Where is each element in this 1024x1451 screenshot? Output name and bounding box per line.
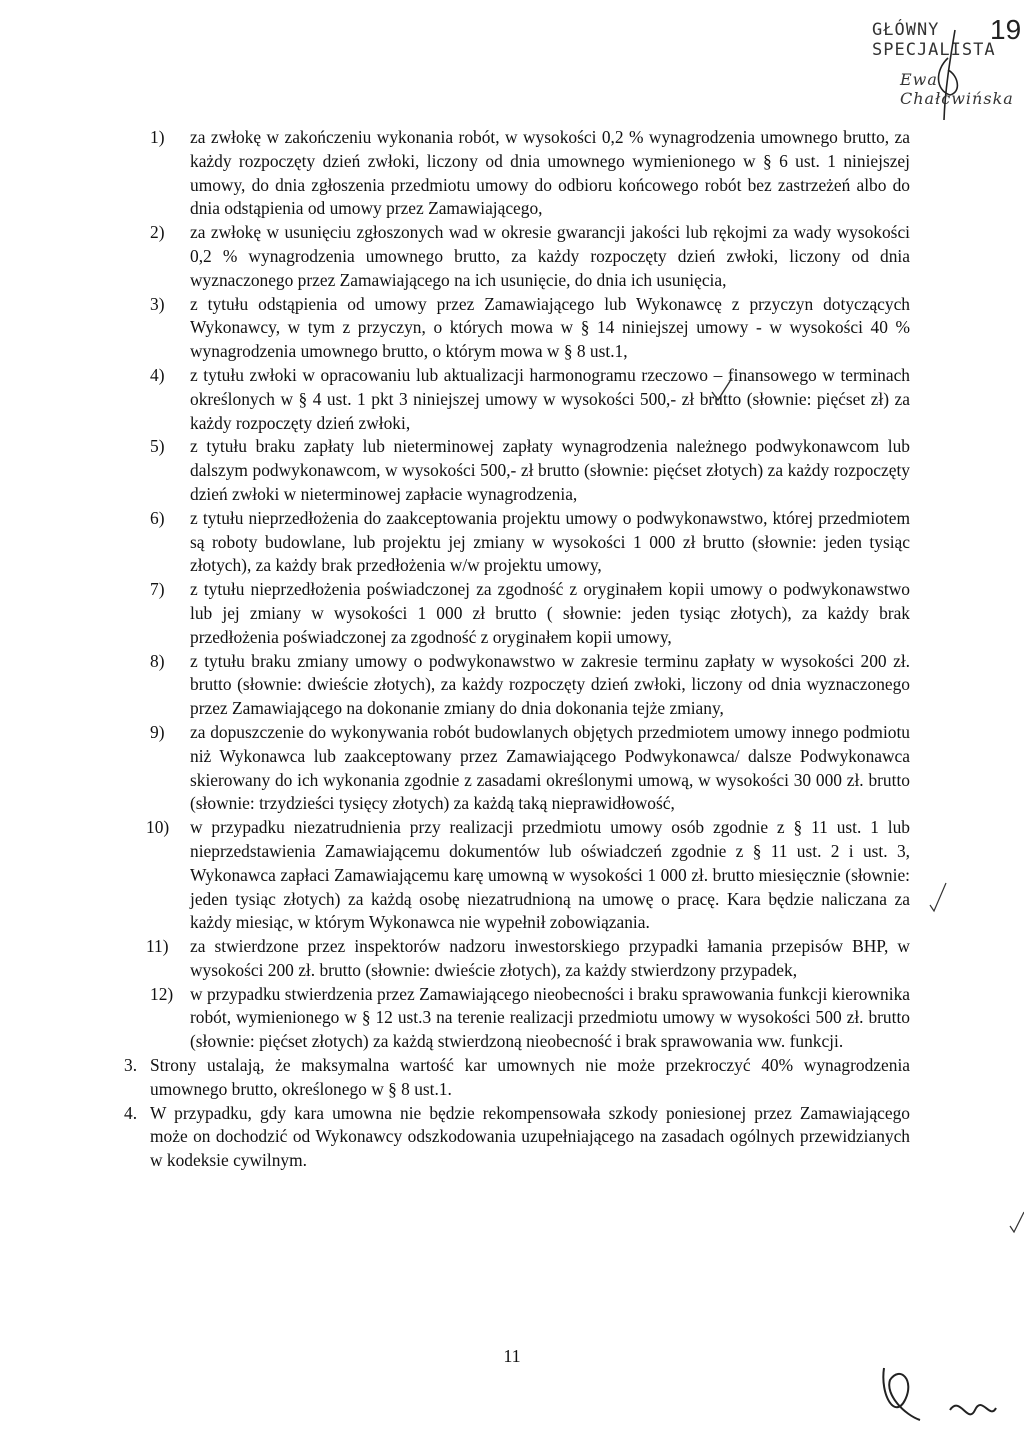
item-number: 5) [150,436,165,457]
paragraph-4 [124,1102,910,1173]
list-item [150,507,910,578]
item-number: 8) [150,650,165,671]
item-text: w przypadku stwierdzenia przez Zamawiającego nieobecności i braku sprawowania funkcji kierownika robót, wymienionego w § 12 ust.3 na terenie realizacji przedmiotu umowy w wysokości 500 zł. brutto (słownie: pięćset złotych) za każdą stwierdzoną nieobecność i brak sprawowania ww. funkcji. [190,983,910,1052]
item-text: za zwłokę w zakończeniu wykonania robót, w wysokości 0,2 % wynagrodzenia umownego brutto, za każdy rozpoczęty dzień zwłoki, liczony od dnia umownego wymienionego w § 6 ust. 1 niniejszej umowy, do dnia zgłoszenia przedmiotu umowy do odbioru końcowego robót bez zastrzeżeń albo do dnia odstąpienia od umowy przez Zamawiającego, [190,127,910,219]
list-item [150,578,910,649]
initials-signature-1 [883,1368,920,1420]
page-number: 11 [503,1346,521,1366]
paragraph-text: W przypadku, gdy kara umowna nie będzie rekompensowała szkody poniesionej przez Zamawiającego może on dochodzić od Wykonawcy odszkodowania uzupełniającego na zasadach ogólnych przewidzianych w kodeksie cywilnym. [150,1102,910,1171]
list-item [150,721,910,816]
penalty-list [146,126,910,1054]
item-text: z tytułu braku zapłaty lub nieterminowej zapłaty wynagrodzenia należnego podwykonawcom lub dalszym podwykonawcom, w wysokości 500,- zł brutto (słownie: pięćset złotych) za każdy rozpoczęty dzień zwłoki w nieterminowej zapłacie wynagrodzenia, [190,436,910,504]
item-text: z tytułu nieprzedłożenia do zaakceptowania projektu umowy o podwykonawstwo, której przedmiotem są roboty budowlane, lub projektu jej zmiany w wysokości 1 000 zł brutto (słownie: jeden tysiąc złotych), za każdy brak przedłożenia w/w projektu umowy, [190,507,910,576]
item-number: 6) [150,507,165,528]
item-text: za stwierdzone przez inspektorów nadzoru inwestorskiego przypadki łamania przepisów BHP, w wysokości 200 zł. brutto (słownie: dwieście złotych), za każdy stwierdzony przypadek, [190,936,910,980]
stamp-name: Ewa Chałcwińska [900,70,1014,108]
item-number: 2) [150,222,165,243]
paragraph-text: Strony ustalają, że maksymalna wartość kar umownych nie może przekroczyć 40% wynagrodzenia umownego brutto, określonego w § 8 ust.1. [150,1055,910,1099]
item-text: z tytułu braku zmiany umowy o podwykonawstwo w zakresie terminu zapłaty w wysokości 200 zł. brutto (słownie: dwieście złotych), za każdy rozpoczęty dzień zwłoki, liczony od dnia wyznaczonego przez Zamawiającego na dokonanie zmiany do dnia dokonania tejże zmiany, [190,650,910,719]
item-number: 12) [150,983,174,1004]
item-number: 4) [150,364,165,385]
item-text: z tytułu zwłoki w opracowaniu lub aktualizacji harmonogramu rzeczowo – finansowego w terminach określonych w § 4 ust. 1 pkt 3 niniejszej umowy w wysokości 500,- zł brutto (słownie: pięćset zł) za każdy rozpoczęty dzień zwłoki, [190,364,910,433]
item-number: 7) [150,579,165,600]
stamp-signature-strokes [0,0,1024,140]
item-text: z tytułu nieprzedłożenia poświadczonej za zgodność z oryginałem kopii umowy o podwykonawstwo lub jej zmiany w wysokości 1 000 zł brutto ( słownie: jeden tysiąc złotych), za każdy brak przedłożenia poświadczonej za zgodność z oryginałem kopii umowy, [190,579,910,647]
item-text: w przypadku niezatrudnienia przy realizacji przedmiotu umowy osób zgodnie z § 11 ust. 1 lub nieprzedstawienia Zamawiającemu dokumentów lub oświadczeń zgodnie z § 11 ust. 2 i ust. 3, Wykonawca zapłaci Zamawiającemu karę umowną w wysokości 1 000 zł. brutto miesięcznie (słownie: jeden tysiąc złotych) za każdą osobę niezatrudnioną na umowę o pracę. Kara będzie naliczana za każdy miesiąc, w którym Wykonawca nie wypełnił zobowiązania. [190,817,910,933]
item-text: za zwłokę w usunięciu zgłoszonych wad w okresie gwarancji jakości lub rękojmi za wady wysokości 0,2 % wynagrodzenia umownego brutto, za każdy rozpoczęty dzień zwłoki, liczony od dnia wyznaczonego przez Zamawiającego na ich usunięcie, do dnia ich usunięcia, [190,222,910,290]
paragraph-number: 3. [124,1055,138,1076]
list-item [150,221,910,292]
item-number: 10) [146,817,170,838]
stamp-title: GŁÓWNY SPECJALISTA [872,20,996,60]
list-item [146,935,910,983]
list-item [150,293,910,364]
document-body [124,126,910,1173]
list-item [150,126,910,221]
item-number: 11) [146,936,169,957]
list-item [150,983,910,1054]
list-item [146,816,910,935]
item-number: 9) [150,721,165,742]
paragraph-3 [124,1054,910,1102]
list-item [150,364,910,435]
item-number: 3) [150,293,165,314]
stamp-handwritten-number: 19 [990,14,1022,45]
item-text: z tytułu odstąpienia od umowy przez Zamawiającego lub Wykonawcę z przyczyn dotyczących Wykonawcy, w tym z przyczyn, o których mowa w § 14 niniejszej umowy - w wysokości 40 % wynagrodzenia umownego brutto, o którym mowa w § 8 ust.1, [190,293,910,362]
item-number: 1) [150,127,165,147]
paragraph-number: 4. [124,1102,138,1123]
initials-signature-2 [950,1405,996,1414]
list-item [150,435,910,506]
list-item [150,650,910,721]
item-text: za dopuszczenie do wykonywania robót budowlanych objętych przedmiotem umowy innego podmiotu niż Wykonawca lub zaakceptowany przez Zamawiającego Podwykonawca/ dalsze Podwykonawca skierowany do ich wykonania zgodnie z zasadami określonymi umową, w wysokości 30 000 zł. brutto (słownie: trzydzieści tysięcy złotych) za każdą taką nieprawidłowość, [190,721,910,814]
